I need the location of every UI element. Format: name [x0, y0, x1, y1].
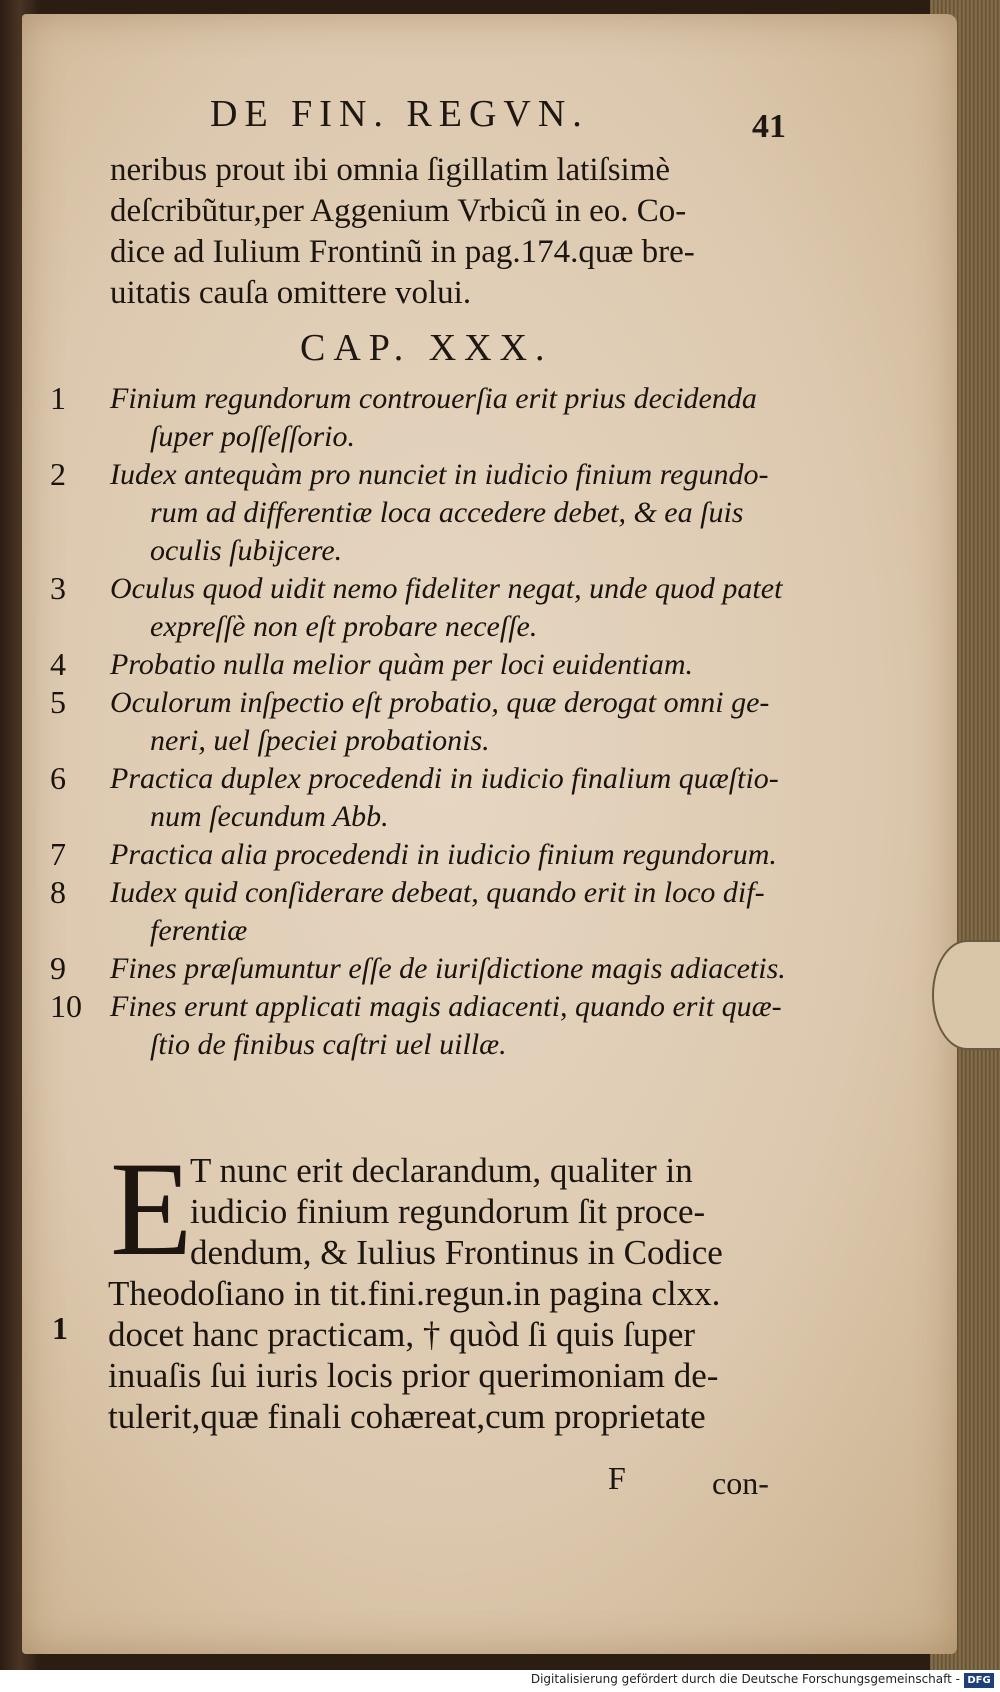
summary-item — [50, 988, 800, 1064]
page-tab-notch — [932, 940, 1000, 1050]
catchword: con- — [712, 1465, 769, 1501]
summary-item-line: Oculus quod uidit nemo fideliter negat, unde quod patet — [110, 572, 783, 605]
summary-item-line: Fines erunt applicati magis adiacenti, quando erit quæ- — [110, 990, 782, 1023]
running-head: DE FIN. REGVN. — [210, 93, 589, 135]
summary-item — [50, 684, 800, 760]
text-line: dice ad Iulium Frontinũ in pag.174.quæ bre- — [110, 234, 695, 270]
summary-item — [50, 646, 800, 684]
summary-item — [50, 456, 800, 570]
summary-item — [50, 950, 800, 988]
summary-item-line: Finium regundorum controuerſia erit prius decidenda — [110, 382, 757, 415]
page-number: 41 — [752, 108, 786, 145]
carry-over-text — [110, 150, 800, 314]
summary-item-line: Oculorum inſpectio eſt probatio, quæ derogat omni ge- — [110, 686, 770, 719]
text-line: tulerit,quæ finali cohæreat,cum proprietate — [108, 1397, 706, 1436]
summary-item-line: rum ad differentiæ loca accedere debet, & ea ſuis — [150, 496, 744, 529]
signature-mark: F — [608, 1460, 626, 1496]
summary-item — [50, 836, 800, 874]
summary-item-line: expreſſè non eſt probare neceſſe. — [150, 610, 538, 643]
summary-item-line: ſtio de finibus caſtri uel uillæ. — [150, 1028, 507, 1061]
digitization-credit: Digitalisierung gefördert durch die Deutsche Forschungsgemeinschaft - — [530, 1672, 960, 1686]
dfg-logo: DFG — [964, 1673, 994, 1688]
summary-item-number: 3 — [50, 570, 66, 606]
summary-item-line: Iudex quid conſiderare debeat, quando erit in loco dif- — [110, 876, 765, 909]
summary-item-line: num ſecundum Abb. — [150, 800, 389, 833]
text-line: neribus prout ibi omnia ſigillatim latiſsimè — [110, 152, 671, 188]
summary-item-line: Probatio nulla melior quàm per loci euidentiam. — [110, 648, 693, 681]
summary-item-number: 5 — [50, 684, 66, 720]
summary-item-line: ſuper poſſeſſorio. — [150, 420, 355, 453]
text-line: docet hanc practicam, † quòd ſi quis ſuper — [108, 1315, 696, 1354]
summary-item-line: neri, uel ſpeciei probationis. — [150, 724, 490, 757]
text-line: T nunc erit declarandum, qualiter in — [190, 1151, 693, 1190]
summary-item-line: ferentiæ — [150, 914, 248, 947]
summary-item-number: 8 — [50, 874, 66, 910]
summary-item-line: Iudex antequàm pro nunciet in iudicio finium regundo- — [110, 458, 769, 491]
summary-item — [50, 760, 800, 836]
chapter-heading: CAP. XXX. — [300, 327, 553, 369]
summary-item-number: 9 — [50, 950, 66, 986]
summary-item — [50, 874, 800, 950]
text-line: uitatis cauſa omittere volui. — [110, 275, 472, 311]
summary-item-line: Practica duplex procedendi in iudicio finalium quæſtio- — [110, 762, 779, 795]
summary-item-number: 6 — [50, 760, 66, 796]
summary-item-number: 4 — [50, 646, 66, 682]
summary-item-number: 1 — [50, 380, 66, 416]
text-line: Theodoſiano in tit.fini.regun.in pagina clxx. — [108, 1274, 721, 1313]
drop-cap-initial: E — [110, 1135, 193, 1284]
summary-item — [50, 380, 800, 456]
chapter-summary-list — [50, 380, 800, 1064]
summary-item-number: 10 — [50, 988, 82, 1024]
summary-item-line: Practica alia procedendi in iudicio finium regundorum. — [110, 838, 777, 871]
summary-item — [50, 570, 800, 646]
text-line: iudicio finium regundorum ſit proce- — [190, 1192, 706, 1231]
body-text — [108, 1150, 808, 1437]
summary-item-number: 2 — [50, 456, 66, 492]
marginal-number: 1 — [52, 1310, 68, 1346]
text-line: deſcribũtur,per Aggenium Vrbicũ in eo. Co- — [110, 193, 687, 229]
text-line: inuaſis ſui iuris locis prior querimoniam de- — [108, 1356, 719, 1395]
summary-item-line: Fines præſumuntur eſſe de iuriſdictione magis adiacetis. — [110, 952, 786, 985]
text-line: dendum, & Iulius Frontinus in Codice — [190, 1233, 723, 1272]
summary-item-line: oculis ſubijcere. — [150, 534, 343, 567]
summary-item-number: 7 — [50, 836, 66, 872]
